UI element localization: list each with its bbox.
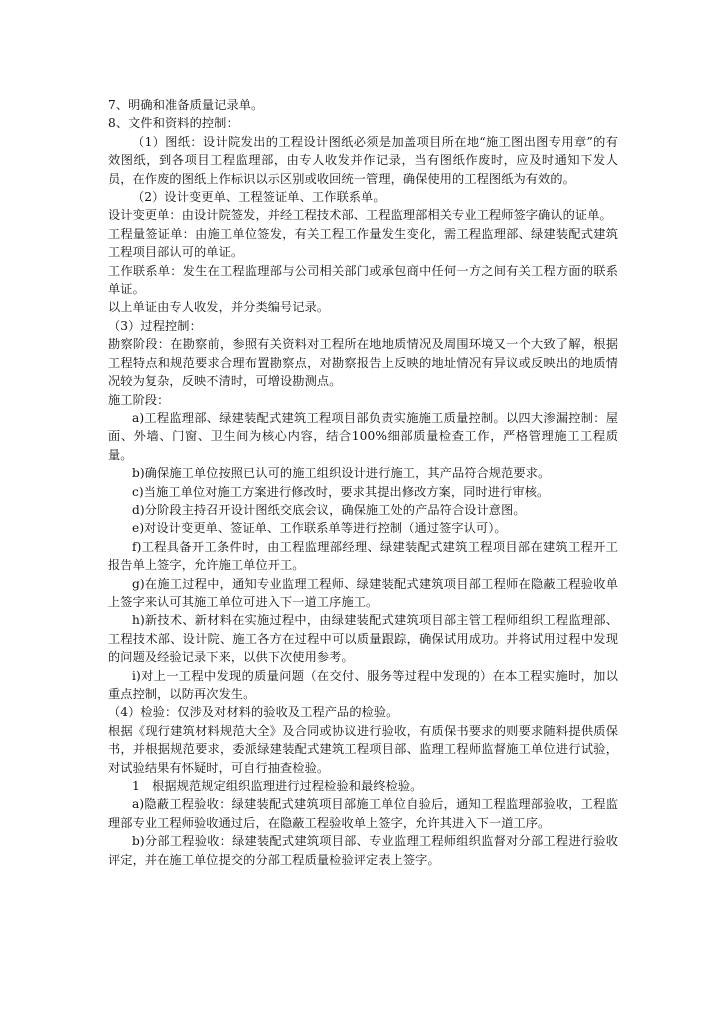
paragraph-item-a: a)工程监理部、绿建装配式建筑工程项目部负责实施施工质量控制。以四大渗漏控制：屋面、外墙、门窗、卫生间为核心内容，结合100%细部质量检查工作，严格管理施工工程质量。 [108,410,618,462]
paragraph-item-7: 7、明确和准备质量记录单。 [108,98,264,112]
paragraph-item-i: i)对上一工程中发现的质量问题（在交付、服务等过程中发现的）在本工程实施时，加以重点控制，以防再次发生。 [108,668,618,701]
paragraph-item-b: b)确保施工单位按照已认可的施工组织设计进行施工，其产品符合规范要求。 [132,466,551,481]
paragraph-construction-stage: 施工阶段： [108,392,170,407]
paragraph-item-h: h)新技术、新材料在实施过程中，由绿建装配式建筑项目部主管工程师组织工程监理部、工程技术部、设计院、施工各方在过程中可以质量跟踪，确保试用成功。并将试用过程中发现的问题及经验记录下来，以供下次使用参考。 [108,613,618,665]
paragraph-design-change: 设计变更单：由设计院签发，并经工程技术部、工程监理部相关专业工程师签字确认的证单。 [108,208,612,223]
paragraph-acceptance: 根据《现行建筑材料规范大全》及合同或协议进行验收，有质保书要求的则要求随料提供质保书，并根据规范要求，委派绿建装配式建筑工程项目部、监理工程师监督施工单位进行试验，对试验结果有怀疑时，可自行抽查检验。 [108,723,618,775]
paragraph-item-f: f)工程具备开工条件时，由工程监理部经理、绿建装配式建筑工程项目部在建筑工程开工报告单上签字，允许施工单位开工。 [108,539,618,573]
paragraph-inspection: （4）检验：仅涉及对材料的验收及工程产品的检验。 [108,705,399,720]
paragraph-item-e: e)对设计变更单、签证单、工作联系单等进行控制（通过签字认可）。 [132,521,507,536]
paragraph-drawings: （1）图纸：设计院发出的工程设计图纸必须是加盖项目所在地“施工图出图专用章”的有效图纸，到各项目工程监理部，由专人收发并作记录，当有图纸作废时，应及时通知下发人员，在作废的图纸上作标识以示区别或收回统一管理，确保使用的工程图纸为有效的。 [108,134,618,186]
paragraph-work-contact: 工作联系单：发生在工程监理部与公司相关部门或承包商中任何一方之间有关工程方面的联系单证。 [108,263,618,297]
paragraph-change-forms: （2）设计变更单、工程签证单、工作联系单。 [132,190,386,205]
paragraph-item-c: c)当施工单位对施工方案进行修改时，要求其提出修改方案，同时进行审核。 [132,484,550,499]
paragraph-survey-stage: 勘察阶段：在勘察前，参照有关资料对工程所在地地质情况及周围环境又一个大致了解，根据工程特点和规范要求合理布置勘察点，对勘察报告上反映的地址情况有异议或反映出的地质情况较为复杂，反映不清时，可增设勘测点。 [108,337,618,389]
paragraph-records: 以上单证由专人收发，并分类编号记录。 [108,300,330,315]
paragraph-quantity-visa: 工程量签证单：由施工单位签发，有关工程工作量发生变化，需工程监理部、绿建装配式建筑工程项目部认可的单证。 [108,226,618,260]
paragraph-item-8: 8、文件和资料的控制： [108,116,239,131]
paragraph-concealed-works: a)隐蔽工程验收：绿建装配式建筑项目部施工单位自验后，通知工程监理部验收，工程监理部专业工程师验收通过后，在隐蔽工程验收单上签字，允许其进入下一道工序。 [108,797,618,830]
paragraph-process-inspection: 1 根据规范规定组织监理进行过程检验和最终检验。 [132,779,423,794]
paragraph-process-control: （3）过程控制： [108,318,202,333]
paragraph-subdivision-works: b)分部工程验收：绿建装配式建筑项目部、专业监理工程师组织监督对分部工程进行验收评定，并在施工单位提交的分部工程质量检验评定表上签字。 [108,834,618,867]
document-body [108,96,618,869]
paragraph-item-d: d)分阶段主持召开设计图纸交底会议，确保施工处的产品符合设计意图。 [132,502,526,517]
paragraph-item-g: g)在施工过程中，通知专业监理工程师、绿建装配式建筑项目部工程师在隐蔽工程验收单上签字来认可其施工单位可进入下一道工序施工。 [108,576,618,609]
